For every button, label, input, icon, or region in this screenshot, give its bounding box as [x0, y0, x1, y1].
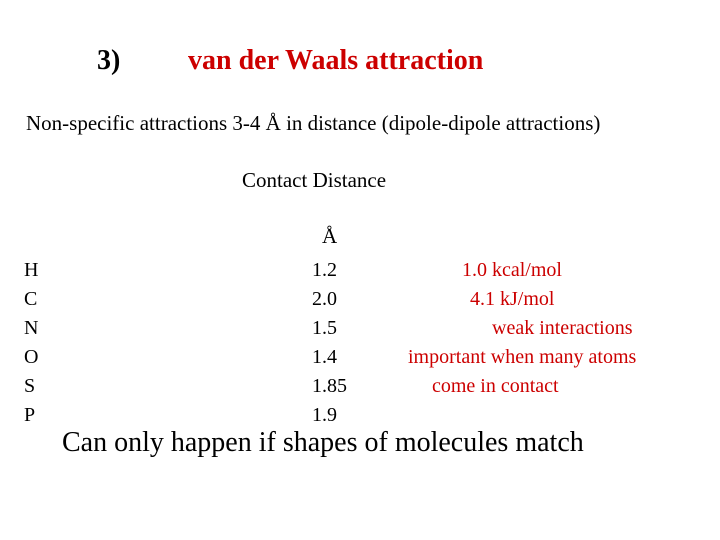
- distance-column: [312, 256, 347, 430]
- element-symbol: H: [24, 259, 39, 281]
- energy-kcal: 1.0 kcal/mol: [462, 259, 562, 281]
- distance-value: 2.0: [312, 288, 337, 310]
- distance-value: 1.5: [312, 317, 337, 339]
- slide-title: van der Waals attraction: [188, 45, 484, 76]
- element-symbol: O: [24, 346, 39, 368]
- distance-value: 1.9: [312, 404, 337, 426]
- distance-value: 1.85: [312, 375, 347, 397]
- element-symbol: N: [24, 317, 39, 339]
- distance-value: 1.2: [312, 259, 337, 281]
- table-header: Contact Distance: [242, 168, 387, 192]
- element-column: [24, 256, 38, 430]
- element-symbol: C: [24, 288, 38, 310]
- energy-kj: 4.1 kJ/mol: [470, 288, 555, 310]
- distance-unit: Å: [322, 224, 338, 248]
- slide-number: 3): [97, 45, 121, 76]
- element-symbol: P: [24, 404, 36, 426]
- element-symbol: S: [24, 375, 36, 397]
- slide-subtitle: Non-specific attractions 3-4 Å in distance (dipole-dipole attractions): [26, 111, 601, 135]
- distance-value: 1.4: [312, 346, 337, 368]
- energy-note-important: important when many atoms: [408, 346, 637, 368]
- energy-note-contact: come in contact: [432, 375, 559, 397]
- footer-statement: Can only happen if shapes of molecules match: [62, 427, 584, 458]
- energy-note-weak: weak interactions: [492, 317, 633, 339]
